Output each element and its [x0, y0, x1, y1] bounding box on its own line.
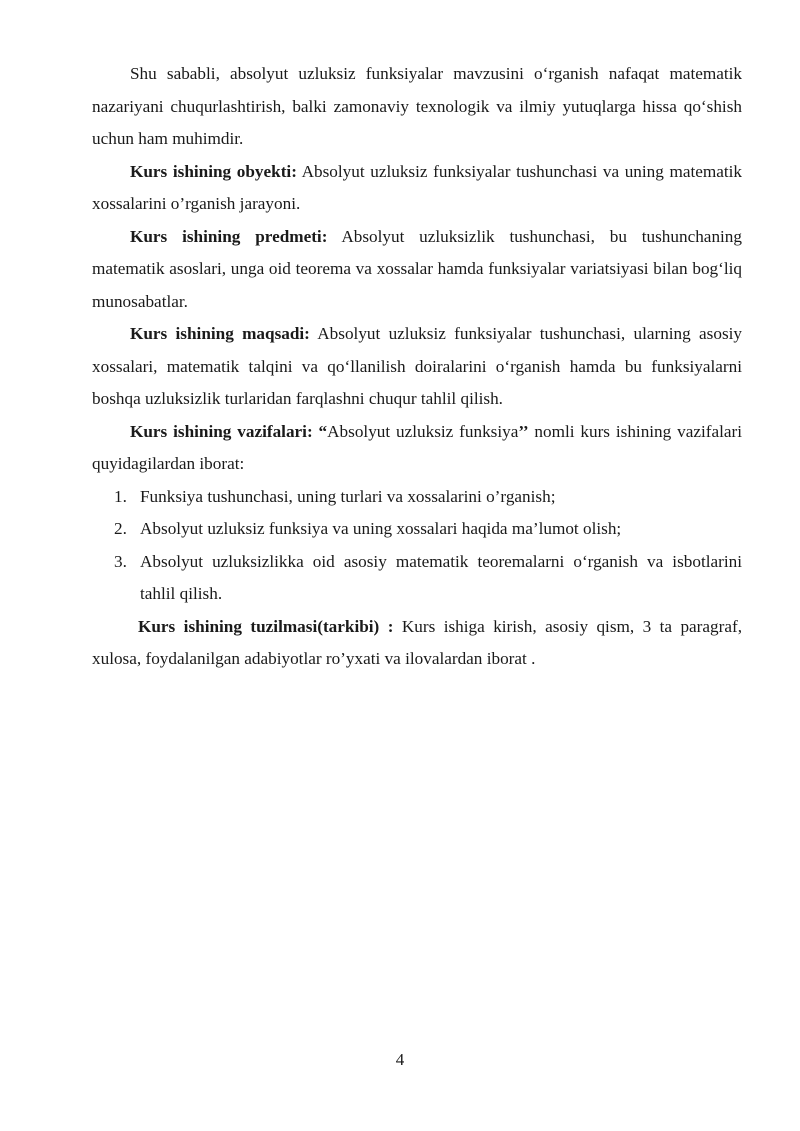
list-item-text: Funksiya tushunchasi, uning turlari va xossalarini o’rganish; — [140, 486, 556, 506]
list-item-number: 2. — [114, 519, 127, 538]
tasks-list — [92, 481, 742, 611]
tasks-label-close: ’’ — [518, 421, 529, 441]
goal-paragraph — [92, 318, 742, 416]
list-item — [92, 513, 742, 546]
list-item-number: 3. — [114, 551, 127, 571]
subject-label: Kurs ishining predmeti: — [130, 226, 328, 246]
tasks-title-text: Absolyut uzluksiz funksiya — [327, 421, 519, 441]
list-item-number: 1. — [114, 486, 127, 506]
object-paragraph — [92, 156, 742, 221]
subject-paragraph — [92, 221, 742, 319]
structure-paragraph — [92, 611, 742, 676]
structure-label: Kurs ishining tuzilmasi(tarkibi) : — [138, 616, 394, 636]
tasks-text: nomli kurs ishining vazifalari quyidagilardan iborat: — [92, 421, 742, 473]
list-item-text: Absolyut uzluksiz funksiya va uning xossalari haqida ma’lumot olish; — [140, 519, 622, 538]
list-item-text: Absolyut uzluksizlikka oid asosiy matematik teoremalarni o‘rganish va isbotlarini tahlil qilish. — [140, 551, 742, 603]
tasks-label: Kurs ishining vazifalari: “ — [130, 421, 328, 441]
page-number: 4 — [395, 1050, 405, 1069]
object-label: Kurs ishining obyekti: — [130, 161, 297, 181]
goal-label: Kurs ishining maqsadi: — [130, 324, 310, 343]
list-item — [92, 481, 742, 514]
intro-paragraph: Shu sababli, absolyut uzluksiz funksiyalar mavzusini o‘rganish nafaqat matematik nazariyani chuqurlashtirish, balki zamonaviy texnologik va ilmiy yutuqlarga hissa qo‘shish uchun ham muhimdir. — [92, 64, 742, 148]
subject-text: Absolyut uzluksizlik tushunchasi, bu tushunchaning matematik asoslari, unga oid teorema va xossalar hamda funksiyalar variatsiyasi bilan bog‘liq munosabatlar. — [92, 226, 742, 311]
goal-text: Absolyut uzluksiz funksiyalar tushunchasi, ularning asosiy xossalari, matematik talqini va qo‘llanilish doiralarini o‘rganish hamda bu funksiyalarni boshqa uzluksizlik turlaridan farqlashni chuqur tahlil qilish. — [92, 324, 743, 408]
document-page — [92, 58, 742, 676]
tasks-paragraph — [92, 416, 742, 481]
object-text: Absolyut uzluksiz funksiyalar tushunchasi va uning matematik xossalarini o’rganish jarayoni. — [92, 161, 743, 213]
structure-text: Kurs ishiga kirish, asosiy qism, 3 ta paragraf, xulosa, foydalanilgan adabiyotlar ro’yxati va ilovalardan iborat . — [92, 616, 742, 668]
list-item — [92, 546, 742, 611]
